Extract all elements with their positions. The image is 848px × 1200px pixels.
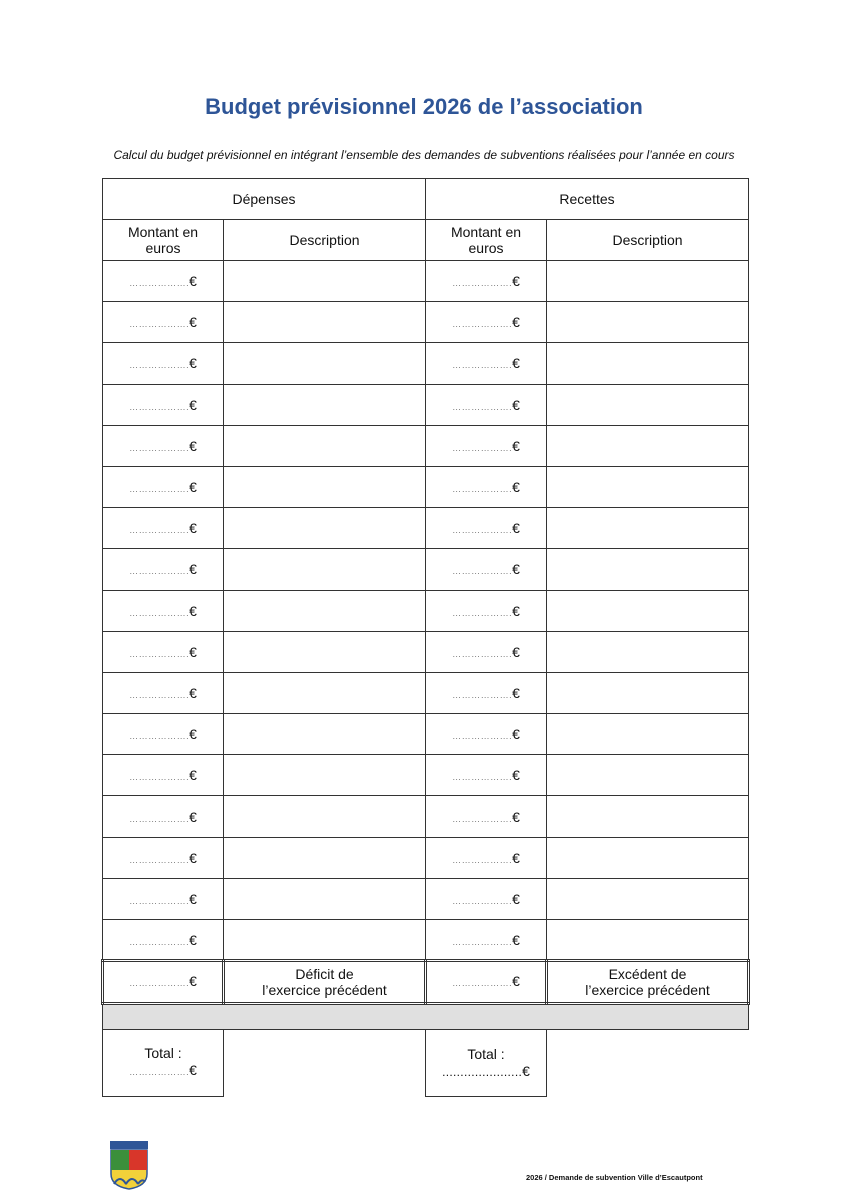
depense-description-cell[interactable]	[224, 920, 426, 961]
recette-description-cell[interactable]	[547, 466, 749, 507]
depense-amount-cell[interactable]: ……………….€	[103, 920, 224, 961]
depense-amount-cell[interactable]: ……………….€	[103, 343, 224, 384]
depense-amount-cell[interactable]: ……………….€	[103, 837, 224, 878]
table-row	[103, 508, 749, 549]
logo-banner	[110, 1141, 148, 1149]
depense-amount-cell[interactable]: ……………….€	[103, 425, 224, 466]
recettes-total-cell[interactable]: Total : ......................€	[426, 1030, 547, 1097]
recettes-description-header: Description	[547, 220, 749, 261]
recette-description-cell[interactable]	[547, 425, 749, 466]
depense-description-cell[interactable]	[224, 261, 426, 302]
depense-amount-cell[interactable]: ……………….€	[103, 672, 224, 713]
table-row	[103, 920, 749, 961]
escautpont-logo	[108, 1140, 150, 1190]
recette-description-cell[interactable]	[547, 672, 749, 713]
recette-amount-cell[interactable]: ……………….€	[426, 714, 547, 755]
recette-amount-cell[interactable]: ……………….€	[426, 796, 547, 837]
depenses-header: Dépenses	[103, 179, 426, 220]
deficit-label: Déficit de l’exercice précédent	[224, 961, 426, 1004]
total-row	[103, 1030, 749, 1097]
recette-description-cell[interactable]	[547, 796, 749, 837]
recette-description-cell[interactable]	[547, 549, 749, 590]
page-footer: 2026 / Demande de subvention Ville d’Escautpont	[526, 1173, 703, 1182]
table-row	[103, 590, 749, 631]
table-header-row	[103, 179, 749, 220]
table-row	[103, 796, 749, 837]
separator-cell	[103, 1004, 749, 1030]
table-row	[103, 261, 749, 302]
depense-description-cell[interactable]	[224, 878, 426, 919]
recette-amount-cell[interactable]: ……………….€	[426, 466, 547, 507]
depense-description-cell[interactable]	[224, 549, 426, 590]
depense-description-cell[interactable]	[224, 302, 426, 343]
recettes-header: Recettes	[426, 179, 749, 220]
recette-amount-cell[interactable]: ……………….€	[426, 343, 547, 384]
recette-description-cell[interactable]	[547, 714, 749, 755]
depense-amount-cell[interactable]: ……………….€	[103, 384, 224, 425]
table-row	[103, 425, 749, 466]
recette-description-cell[interactable]	[547, 384, 749, 425]
depense-amount-cell[interactable]: ……………….€	[103, 755, 224, 796]
depense-amount-cell[interactable]: ……………….€	[103, 878, 224, 919]
depense-description-cell[interactable]	[224, 631, 426, 672]
recette-description-cell[interactable]	[547, 920, 749, 961]
depense-amount-cell[interactable]: ……………….€	[103, 549, 224, 590]
deficit-amount-cell[interactable]: ……………….€	[103, 961, 224, 1004]
recette-description-cell[interactable]	[547, 302, 749, 343]
recette-amount-cell[interactable]: ……………….€	[426, 837, 547, 878]
page-title: Budget prévisionnel 2026 de l’association	[205, 94, 643, 119]
recettes-montant-header: Montant en euros	[426, 220, 547, 261]
depense-description-cell[interactable]	[224, 384, 426, 425]
depense-amount-cell[interactable]: ……………….€	[103, 302, 224, 343]
depense-description-cell[interactable]	[224, 755, 426, 796]
depense-amount-cell[interactable]: ……………….€	[103, 796, 224, 837]
table-row	[103, 714, 749, 755]
table-row	[103, 672, 749, 713]
table-row	[103, 837, 749, 878]
depense-amount-cell[interactable]: ……………….€	[103, 714, 224, 755]
page-subtitle: Calcul du budget prévisionnel en intégrant l’ensemble des demandes de subventions réalisées pour l’année en cours	[113, 148, 735, 162]
depenses-description-header: Description	[224, 220, 426, 261]
depense-amount-cell[interactable]: ……………….€	[103, 466, 224, 507]
table-row	[103, 384, 749, 425]
recette-amount-cell[interactable]: ……………….€	[426, 755, 547, 796]
depense-amount-cell[interactable]: ……………….€	[103, 261, 224, 302]
table-row	[103, 631, 749, 672]
recette-amount-cell[interactable]: ……………….€	[426, 590, 547, 631]
table-row	[103, 302, 749, 343]
recette-amount-cell[interactable]: ……………….€	[426, 302, 547, 343]
depense-description-cell[interactable]	[224, 425, 426, 466]
total-spacer-left	[224, 1030, 426, 1097]
budget-table	[101, 178, 750, 1097]
recette-description-cell[interactable]	[547, 878, 749, 919]
depense-amount-cell[interactable]: ……………….€	[103, 631, 224, 672]
recette-amount-cell[interactable]: ……………….€	[426, 672, 547, 713]
depense-description-cell[interactable]	[224, 343, 426, 384]
table-row	[103, 755, 749, 796]
recette-amount-cell[interactable]: ……………….€	[426, 631, 547, 672]
recette-description-cell[interactable]	[547, 755, 749, 796]
recette-amount-cell[interactable]: ……………….€	[426, 920, 547, 961]
logo-red-quarter	[129, 1150, 147, 1170]
recette-amount-cell[interactable]: ……………….€	[426, 425, 547, 466]
excedent-label: Excédent de l’exercice précédent	[547, 961, 749, 1004]
recette-amount-cell[interactable]: ……………….€	[426, 549, 547, 590]
depense-description-cell[interactable]	[224, 672, 426, 713]
recette-description-cell[interactable]	[547, 590, 749, 631]
recette-amount-cell[interactable]: ……………….€	[426, 878, 547, 919]
table-row	[103, 343, 749, 384]
depenses-total-cell[interactable]: Total : ……………….€	[103, 1030, 224, 1097]
depense-description-cell[interactable]	[224, 714, 426, 755]
table-row	[103, 549, 749, 590]
table-row	[103, 466, 749, 507]
depenses-montant-header: Montant en euros	[103, 220, 224, 261]
separator-row	[103, 1004, 749, 1030]
excedent-amount-cell[interactable]: ……………….€	[426, 961, 547, 1004]
recette-description-cell[interactable]	[547, 631, 749, 672]
depense-description-cell[interactable]	[224, 837, 426, 878]
table-subheader-row	[103, 220, 749, 261]
depense-description-cell[interactable]	[224, 590, 426, 631]
recette-amount-cell[interactable]: ……………….€	[426, 261, 547, 302]
recette-description-cell[interactable]	[547, 261, 749, 302]
recette-description-cell[interactable]	[547, 343, 749, 384]
depense-description-cell[interactable]	[224, 466, 426, 507]
recette-description-cell[interactable]	[547, 837, 749, 878]
table-row	[103, 878, 749, 919]
total-spacer-right	[547, 1030, 749, 1097]
recette-description-cell[interactable]	[547, 508, 749, 549]
depense-description-cell[interactable]	[224, 508, 426, 549]
depense-amount-cell[interactable]: ……………….€	[103, 590, 224, 631]
recette-amount-cell[interactable]: ……………….€	[426, 384, 547, 425]
depense-description-cell[interactable]	[224, 796, 426, 837]
depense-amount-cell[interactable]: ……………….€	[103, 508, 224, 549]
exercice-precedent-row	[103, 961, 749, 1004]
logo-green-quarter	[111, 1150, 129, 1170]
recette-amount-cell[interactable]: ……………….€	[426, 508, 547, 549]
